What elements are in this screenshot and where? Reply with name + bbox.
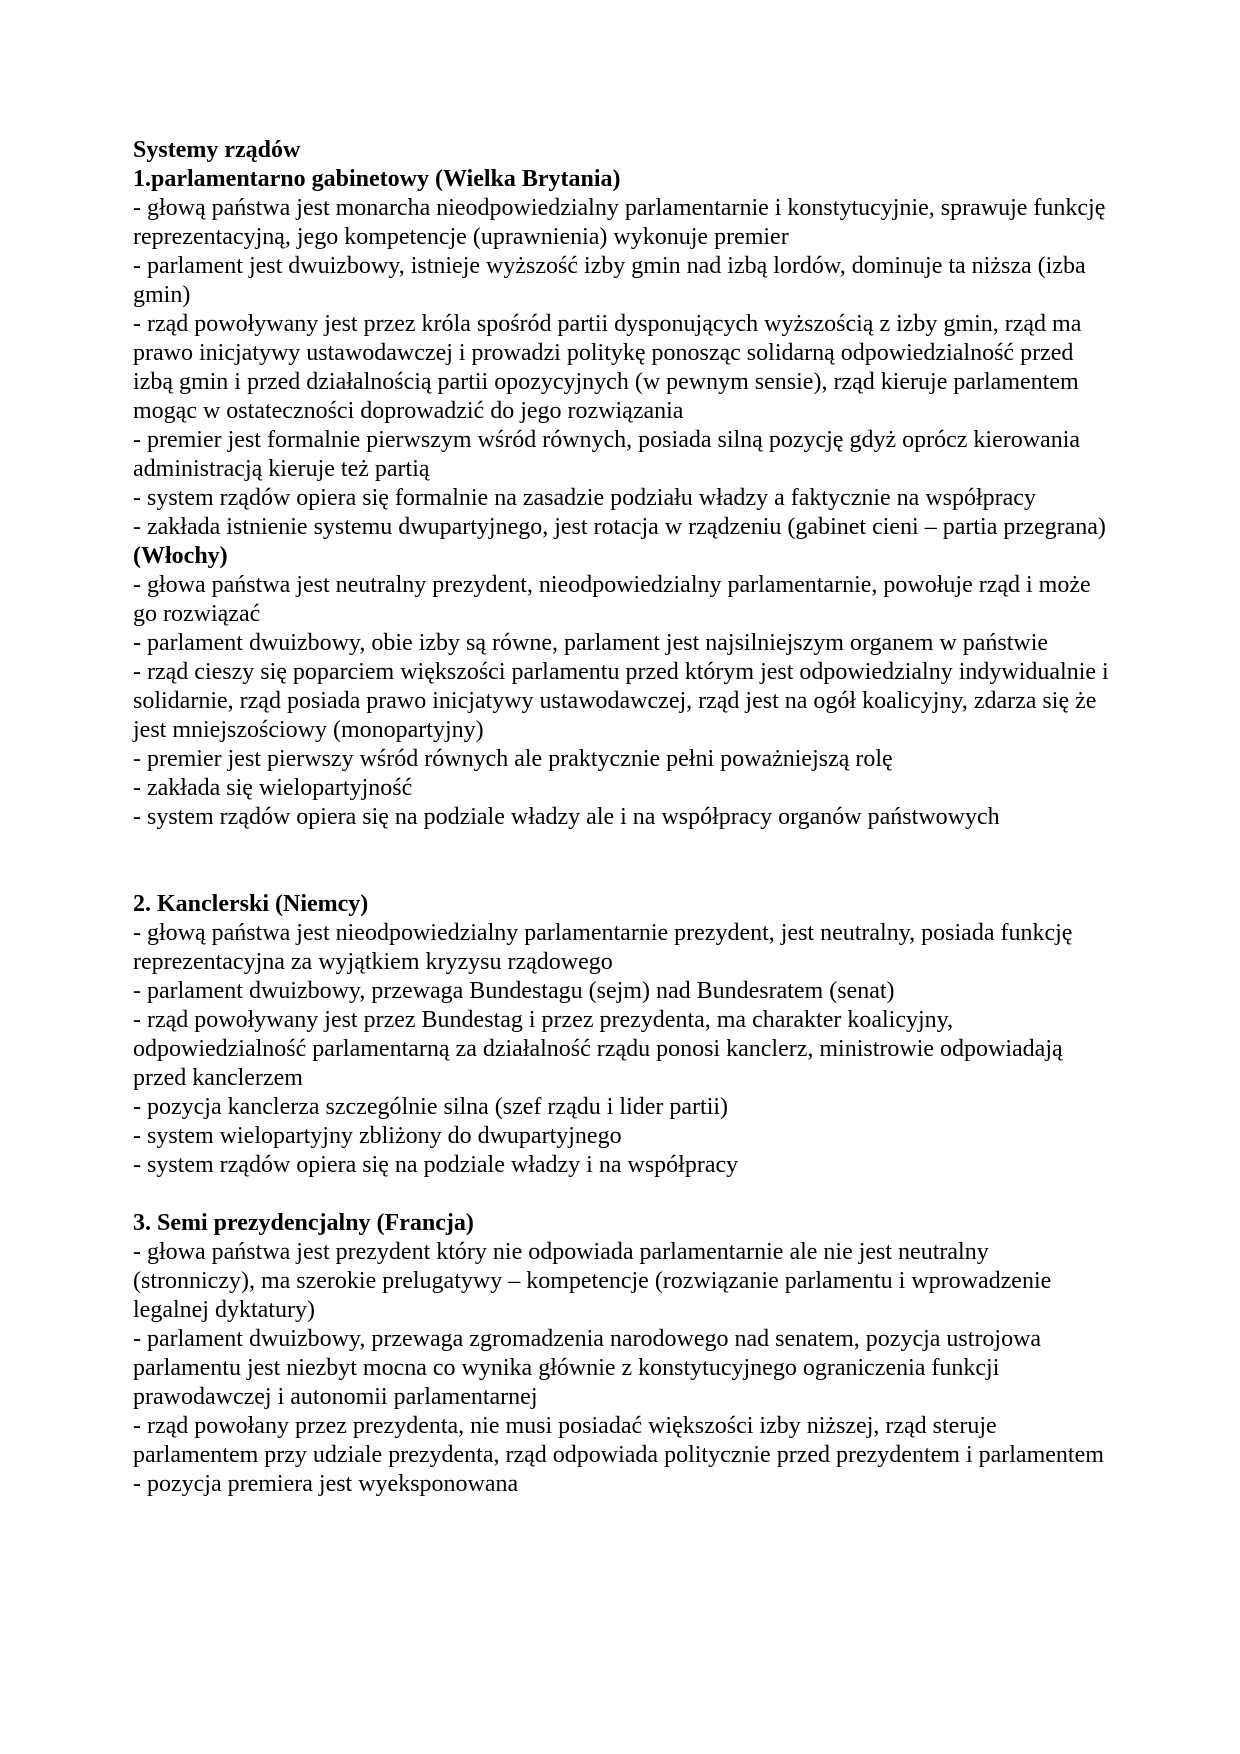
bullet-point: - głowa państwa jest neutralny prezydent, nieodpowiedzialny parlamentarnie, powołuje rząd i może go rozwiązać [133, 572, 1091, 627]
bullet-point: - parlament dwuizbowy, przewaga zgromadzenia narodowego nad senatem, pozycja ustrojowa parlamentu jest niezbyt mocna co wynika głównie z konstytucyjnego ograniczenia funkcji prawodawczej i autonomii parlamentarnej [133, 1326, 1042, 1410]
page-title: Systemy rządów [133, 137, 301, 163]
bullet-point: - system wielopartyjny zbliżony do dwupartyjnego [133, 1123, 622, 1149]
bullet-point: - pozycja kanclerza szczególnie silna (szef rządu i lider partii) [133, 1094, 729, 1120]
bullet-point: - rząd powoływany jest przez Bundestag i przez prezydenta, ma charakter koalicyjny, odpowiedzialność parlamentarną za działalność rządu ponosi kanclerz, ministrowie odpowiadają przed kanclerzem [133, 1007, 1063, 1091]
bullet-point: - głową państwa jest monarcha nieodpowiedzialny parlamentarnie i konstytucyjnie, sprawuje funkcję reprezentacyjną, jego kompetencje (uprawnienia) wykonuje premier [133, 195, 1106, 250]
bullet-point: - system rządów opiera się na podziale władzy i na współpracy [133, 1152, 739, 1178]
section-parlamentarno-gabinetowy [133, 165, 1113, 542]
bullet-point: - zakłada się wielopartyjność [133, 775, 413, 801]
bullet-point: - premier jest pierwszy wśród równych ale praktycznie pełni poważniejszą rolę [133, 746, 893, 772]
bullet-point: - głowa państwa jest prezydent który nie odpowiada parlamentarnie ale nie jest neutralny (stronniczy), ma szerokie prelugatywy – kompetencje (rozwiązanie parlamentu i wprowadzenie legalnej dyktatury) [133, 1239, 1052, 1323]
bullet-point: - rząd powołany przez prezydenta, nie musi posiadać większości izby niższej, rząd steruje parlamentem przy udziale prezydenta, rząd odpowiada politycznie przed prezydentem i parlamentem [133, 1413, 1104, 1468]
bullet-point: - parlament dwuizbowy, obie izby są równe, parlament jest najsilniejszym organem w państwie [133, 630, 1049, 656]
bullet-point: - parlament jest dwuizbowy, istnieje wyższość izby gmin nad izbą lordów, dominuje ta niższa (izba gmin) [133, 253, 1086, 308]
bullet-point: - premier jest formalnie pierwszym wśród równych, posiada silną pozycję gdyż oprócz kierowania administracją kieruje też partią [133, 427, 1081, 482]
bullet-point: - system rządów opiera się na podziale władzy ale i na współpracy organów państwowych [133, 804, 1000, 830]
section-wlochy [133, 542, 1113, 832]
section-kanclerski [133, 890, 1113, 1180]
document-content [133, 136, 1113, 1499]
bullet-point: - pozycja premiera jest wyeksponowana [133, 1471, 519, 1497]
section-semi-prezydencjalny [133, 1209, 1113, 1499]
bullet-point: - głową państwa jest nieodpowiedzialny parlamentarnie prezydent, jest neutralny, posiada funkcję reprezentacyjna za wyjątkiem kryzysu rządowego [133, 920, 1073, 975]
bullet-point: - parlament dwuizbowy, przewaga Bundestagu (sejm) nad Bundesratem (senat) [133, 978, 895, 1004]
section-heading: 3. Semi prezydencjalny (Francja) [133, 1210, 474, 1236]
bullet-point: - rząd powoływany jest przez króla spośród partii dysponujących wyższością z izby gmin, rząd ma prawo inicjatywy ustawodawczej i prowadzi politykę ponosząc solidarną odpowiedzialność przed izbą gmin i przed działalnością partii opozycyjnych (w pewnym sensie), rząd kieruje parlamentem mogąc w ostateczności doprowadzić do jego rozwiązania [133, 311, 1082, 424]
bullet-point: - zakłada istnienie systemu dwupartyjnego, jest rotacja w rządzeniu (gabinet cieni – partia przegrana) [133, 514, 1106, 540]
section-heading: 1.parlamentarno gabinetowy (Wielka Brytania) [133, 166, 621, 192]
section-heading: 2. Kanclerski (Niemcy) [133, 891, 369, 917]
section-heading: (Włochy) [133, 543, 228, 569]
bullet-point: - system rządów opiera się formalnie na zasadzie podziału władzy a faktycznie na współpracy [133, 485, 1036, 511]
bullet-point: - rząd cieszy się poparciem większości parlamentu przed którym jest odpowiedzialny indywidualnie i solidarnie, rząd posiada prawo inicjatywy ustawodawczej, rząd jest na ogół koalicyjny, zdarza się że jest mniejszościowy (monopartyjny) [133, 659, 1109, 743]
